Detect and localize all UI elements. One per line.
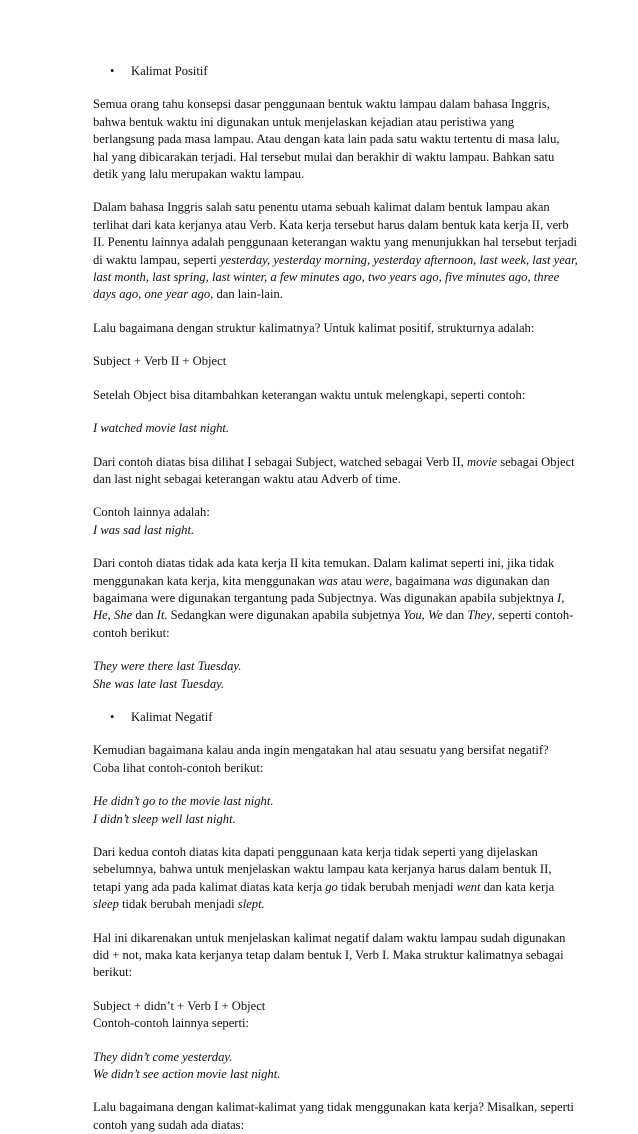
paragraph: Lalu bagaimana dengan struktur kalimatnya? Untuk kalimat positif, strukturnya adalah: bbox=[93, 320, 535, 335]
example-block: Contoh lainnya adalah: I was sad last night. bbox=[93, 505, 210, 537]
example-block: They didn’t come yesterday. We didn’t see action movie last night. bbox=[93, 1049, 281, 1082]
example-block: They were there last Tuesday. She was late last Tuesday. bbox=[93, 659, 242, 691]
section-heading-positif bbox=[93, 63, 578, 80]
paragraph: Hal ini dikarenakan untuk menjelaskan kalimat negatif dalam waktu lampau sudah digunakan did + not, maka kata kerjanya tetap dalam bentuk I, Verb I. Maka struktur kalimatnya sebagai berikut: bbox=[93, 930, 566, 980]
bullet-icon: • bbox=[110, 709, 115, 724]
heading-text: Kalimat Positif bbox=[131, 64, 208, 78]
structure-formula: Subject + Verb II + Object bbox=[93, 354, 227, 369]
structure-block: Subject + didn’t + Verb I + Object Contoh-contoh lainnya seperti: bbox=[93, 998, 266, 1031]
paragraph: Dalam bahasa Inggris salah satu penentu utama sebuah kalimat dalam bentuk lampau akan terlihat dari kata kerjanya atau Verb. Kata kerja tersebut harus dalam bentuk kata kerja II, verb II. Penentu lainnya adalah penggunaan keterangan waktu yang menunjukkan hal tersebut terjadi di waktu lampau, seperti yesterday, yesterday morning, yesterday afternoon, last week, last year, last month, last spring, last winter, a few minutes ago, two years ago, five minutes ago, three days ago, one year ago, dan lain-lain. bbox=[93, 200, 578, 302]
paragraph: Dari contoh diatas bisa dilihat I sebagai Subject, watched sebagai Verb II, movie sebagai Object dan last night sebagai keterangan waktu atau Adverb of time. bbox=[93, 454, 575, 486]
example-sentence: I watched movie last night. bbox=[93, 421, 230, 436]
example-block: He didn’t go to the movie last night. I didn’t sleep well last night. bbox=[93, 794, 274, 826]
paragraph: Setelah Object bisa ditambahkan keterangan waktu untuk melengkapi, seperti contoh: bbox=[93, 387, 526, 402]
paragraph: Kemudian bagaimana kalau anda ingin mengatakan hal atau sesuatu yang bersifat negatif? Coba lihat contoh-contoh berikut: bbox=[93, 743, 549, 775]
section-heading-negatif bbox=[93, 709, 578, 726]
heading-text: Kalimat Negatif bbox=[131, 709, 213, 724]
bullet-icon: • bbox=[110, 64, 115, 78]
paragraph: Lalu bagaimana dengan kalimat-kalimat yang tidak menggunakan kata kerja? Misalkan, seperti contoh yang sudah ada diatas: bbox=[93, 1100, 574, 1132]
paragraph: Semua orang tahu konsepsi dasar penggunaan bentuk waktu lampau dalam bahasa Inggris, bahwa bentuk waktu ini digunakan untuk menjelaskan kejadian atau peristiwa yang berlangsung pada masa lampau. Atau dengan kata lain pada satu waktu tertentu di masa lalu, hal yang dibicarakan terjadi. Hal tersebut mulai dan berakhir di waktu lampau. Bahkan satu detik yang lalu merupakan waktu lampau. bbox=[93, 97, 560, 182]
paragraph: Dari kedua contoh diatas kita dapati penggunaan kata kerja tidak seperti yang dijelaskan sebelumnya, bahwa untuk menjelaskan waktu lampau kata kerjanya harus dalam bentuk II, tetapi yang ada pada kalimat diatas kata kerja go tidak berubah menjadi went dan kata kerja sleep tidak berubah menjadi slept. bbox=[93, 845, 555, 912]
paragraph: Dari contoh diatas tidak ada kata kerja II kita temukan. Dalam kalimat seperti ini, jika tidak menggunakan kata kerja, kita menggunakan was atau were, bagaimana was digunakan dan bagaimana were digunakan tergantung pada Subjectnya. Was digunakan apabila subjektnya I, He, She dan It. Sedangkan were digunakan apabila subjetnya You, We dan They, seperti contoh-contoh berikut: bbox=[93, 556, 574, 640]
